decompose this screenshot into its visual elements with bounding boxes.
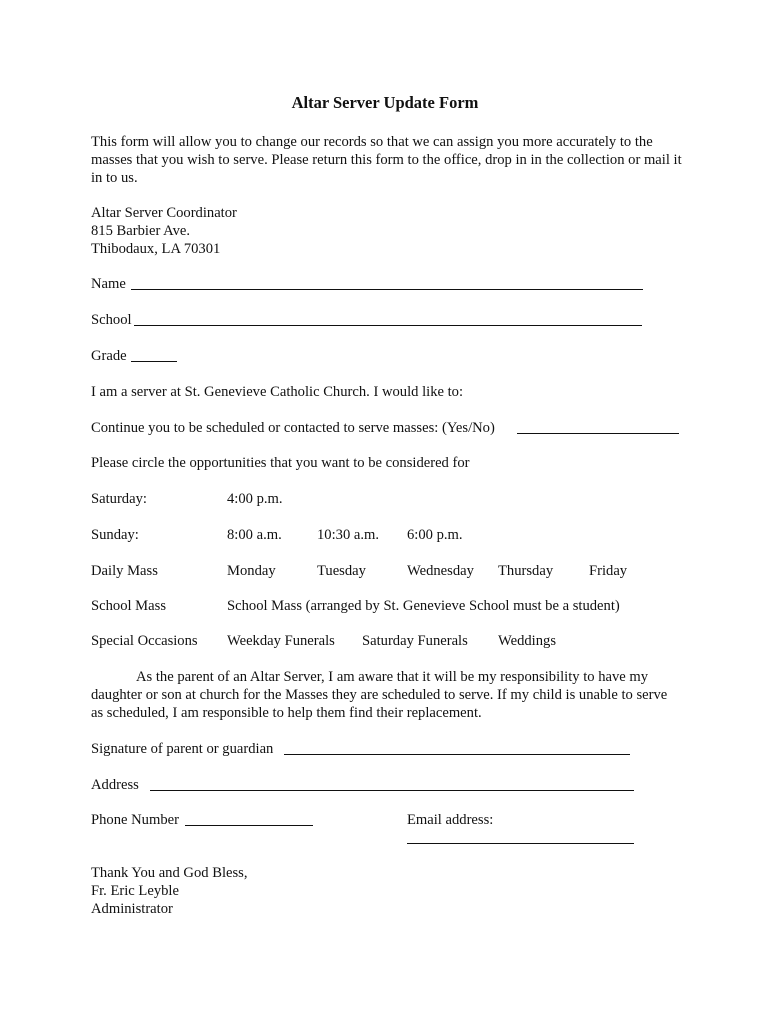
daily-option[interactable]: Monday: [227, 563, 276, 579]
special-option[interactable]: Weekday Funerals: [227, 633, 335, 649]
address-line-2: 815 Barbier Ave.: [91, 223, 191, 239]
daily-mass-label: Daily Mass: [91, 563, 158, 579]
saturday-option[interactable]: 4:00 p.m.: [227, 491, 283, 507]
sunday-label: Sunday:: [91, 527, 139, 543]
daily-option[interactable]: Wednesday: [407, 563, 474, 579]
continue-field[interactable]: [517, 433, 679, 434]
circle-instruction: Please circle the opportunities that you want to be considered for: [91, 455, 470, 471]
parent-address-label: Address: [91, 777, 139, 793]
saturday-label: Saturday:: [91, 491, 147, 507]
school-mass-option[interactable]: School Mass (arranged by St. Genevieve School must be a student): [227, 598, 620, 614]
form-title: Altar Server Update Form: [291, 93, 479, 112]
parent-statement: As the parent of an Altar Server, I am aware that it will be my responsibility to have my daughter or son at church for the Masses they are scheduled to serve. If my child is unable to serve as scheduled, I am responsible to help them find their replacement.: [91, 669, 668, 721]
daily-option[interactable]: Tuesday: [317, 563, 366, 579]
school-mass-label: School Mass: [91, 598, 166, 614]
signature-field[interactable]: [284, 754, 630, 755]
special-occasions-label: Special Occasions: [91, 633, 198, 649]
continue-label: Continue you to be scheduled or contacted to serve masses: (Yes/No): [91, 420, 495, 436]
email-label: Email address:: [407, 812, 494, 828]
special-option[interactable]: Saturday Funerals: [362, 633, 468, 649]
server-statement: I am a server at St. Genevieve Catholic Church. I would like to:: [91, 384, 464, 400]
sunday-option[interactable]: 6:00 p.m.: [407, 527, 463, 543]
closing-line-2: Fr. Eric Leyble: [91, 883, 179, 899]
closing-line-3: Administrator: [91, 901, 173, 917]
email-field[interactable]: [407, 843, 634, 844]
phone-field[interactable]: [185, 825, 313, 826]
daily-option[interactable]: Thursday: [498, 563, 554, 579]
school-field[interactable]: [134, 325, 642, 326]
sunday-option[interactable]: 8:00 a.m.: [227, 527, 282, 543]
name-label: Name: [91, 276, 126, 292]
intro-paragraph: This form will allow you to change our records so that we can assign you more accurately to the masses that you wish to serve. Please return this form to the office, drop in in the collection or mail it in to us.: [91, 134, 682, 186]
grade-label: Grade: [91, 348, 127, 364]
address-line-1: Altar Server Coordinator: [91, 205, 237, 221]
name-field[interactable]: [131, 289, 643, 290]
special-option[interactable]: Weddings: [498, 633, 557, 649]
parent-address-field[interactable]: [150, 790, 634, 791]
daily-option[interactable]: Friday: [589, 563, 628, 579]
school-label: School: [91, 312, 132, 328]
signature-label: Signature of parent or guardian: [91, 741, 274, 757]
address-line-3: Thibodaux, LA 70301: [91, 241, 221, 257]
closing-line-1: Thank You and God Bless,: [91, 865, 248, 881]
sunday-option[interactable]: 10:30 a.m.: [317, 527, 380, 543]
phone-label: Phone Number: [91, 812, 179, 828]
grade-field[interactable]: [131, 361, 177, 362]
